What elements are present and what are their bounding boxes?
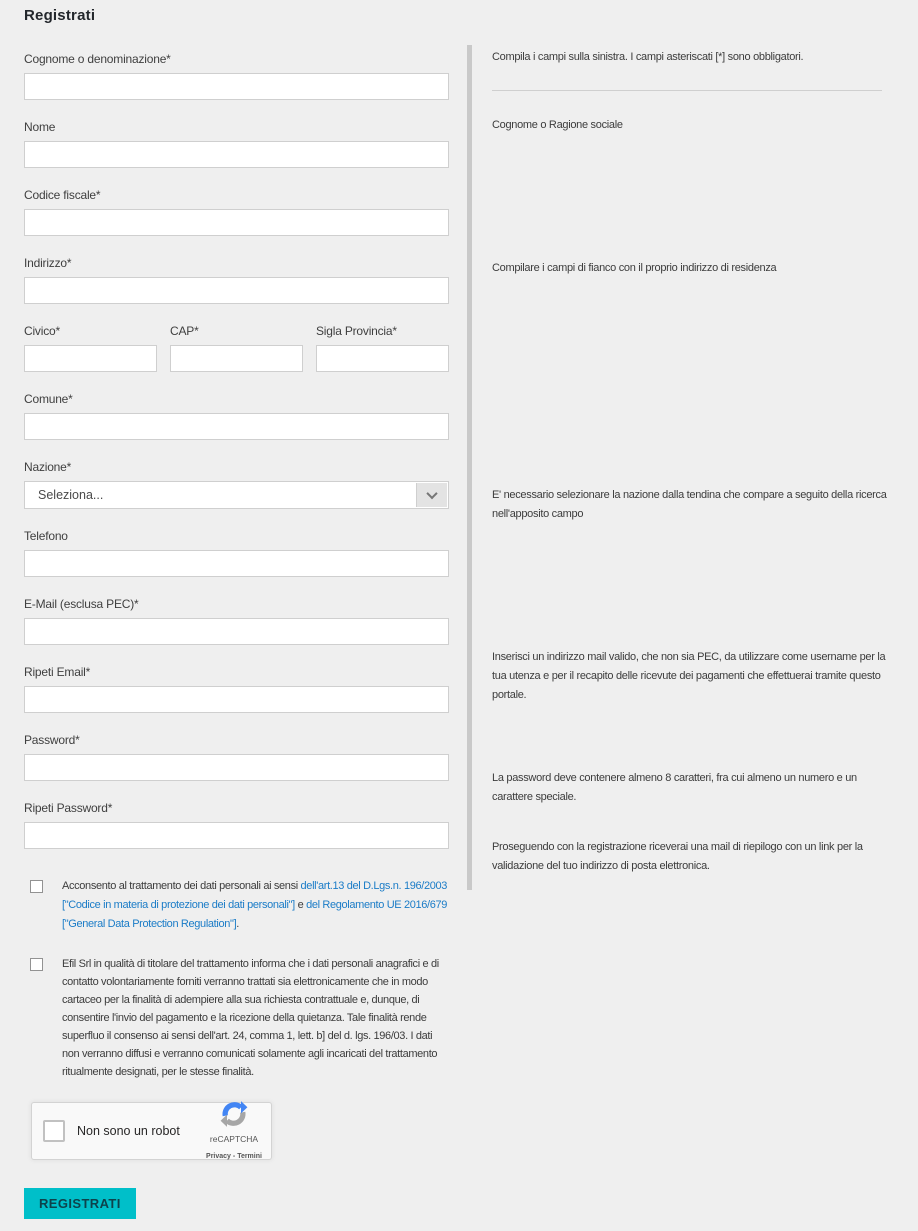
- nome-input[interactable]: [24, 141, 449, 168]
- codice-fiscale-input[interactable]: [24, 209, 449, 236]
- indirizzo-label: Indirizzo*: [24, 256, 72, 270]
- field-group-nome: [24, 120, 449, 168]
- nazione-select-arrow-button[interactable]: [416, 483, 447, 507]
- nazione-select[interactable]: [24, 481, 449, 509]
- recaptcha-links-separator: -: [230, 1153, 238, 1160]
- field-group-civico: [24, 324, 157, 372]
- ripeti-email-input[interactable]: [24, 686, 449, 713]
- consent1-middle: e: [294, 899, 307, 911]
- civico-input[interactable]: [24, 345, 157, 372]
- help-email-text: Inserisci un indirizzo mail valido, che non sia PEC, da utilizzare come username per la tua utenza e per il recapito delle ricevute dei pagamenti che effettuerai tramite questo portale.: [492, 651, 886, 701]
- field-group-ripeti-password: [24, 801, 449, 849]
- sigla-provincia-input[interactable]: [316, 345, 449, 372]
- ripeti-password-input[interactable]: [24, 822, 449, 849]
- field-group-codice-fiscale: [24, 188, 449, 236]
- recaptcha-widget: [31, 1102, 272, 1160]
- recaptcha-checkbox[interactable]: [43, 1120, 65, 1142]
- field-group-ripeti-email: [24, 665, 449, 713]
- recaptcha-brand-name: reCAPTCHA: [209, 1134, 259, 1144]
- recaptcha-logo-icon: [220, 1100, 248, 1128]
- address-inline-row: [24, 324, 449, 392]
- ripeti-password-label: Ripeti Password*: [24, 801, 113, 815]
- telefono-input[interactable]: [24, 550, 449, 577]
- recaptcha-terms-link[interactable]: Termini: [237, 1153, 262, 1160]
- comune-input[interactable]: [24, 413, 449, 440]
- consent1-prefix: Acconsento al trattamento dei dati personali ai sensi: [62, 880, 301, 892]
- field-group-password: [24, 733, 449, 781]
- consent-data-processing-checkbox[interactable]: [30, 958, 43, 971]
- help-intro-text: Compila i campi sulla sinistra. I campi asteriscati [*] sono obbligatori.: [492, 51, 804, 63]
- recaptcha-links: [206, 1153, 262, 1160]
- page-title: Registrati: [24, 7, 96, 24]
- gdpr-link[interactable]: del Regolamento UE 2016/679 ["General Data Protection Regulation"]: [62, 899, 448, 930]
- consent-row-privacy-law: [24, 877, 450, 934]
- help-password-text: La password deve contenere almeno 8 caratteri, fra cui almeno un numero e un carattere speciale.: [492, 772, 857, 803]
- nome-label: Nome: [24, 120, 56, 134]
- column-divider: [467, 45, 472, 890]
- field-group-comune: [24, 392, 449, 440]
- comune-label: Comune*: [24, 392, 73, 406]
- recaptcha-label: Non sono un robot: [77, 1124, 180, 1138]
- civico-label: Civico*: [24, 324, 60, 338]
- email-input[interactable]: [24, 618, 449, 645]
- codice-fiscale-label: Codice fiscale*: [24, 188, 101, 202]
- help-registrazione-text: Proseguendo con la registrazione riceverai una mail di riepilogo con un link per la validazione del tuo indirizzo di posta elettronica.: [492, 841, 863, 872]
- ripeti-email-label: Ripeti Email*: [24, 665, 91, 679]
- cognome-label: Cognome o denominazione*: [24, 52, 171, 66]
- recaptcha-brand: [203, 1100, 265, 1162]
- field-group-indirizzo: [24, 256, 449, 304]
- email-label: E-Mail (esclusa PEC)*: [24, 597, 139, 611]
- field-group-telefono: [24, 529, 449, 577]
- consent1-suffix: .: [236, 918, 239, 930]
- help-cognome-text: Cognome o Ragione sociale: [492, 119, 623, 131]
- password-label: Password*: [24, 733, 80, 747]
- cap-label: CAP*: [170, 324, 199, 338]
- dlgs-196-2003-link[interactable]: dell'art.13 del D.Lgs.n. 196/2003 ["Codice in materia di protezione dei dati personali"]: [62, 880, 448, 911]
- field-group-nazione: [24, 460, 449, 509]
- help-divider-line: [492, 90, 882, 91]
- password-input[interactable]: [24, 754, 449, 781]
- consent-data-processing-text: Efil Srl in qualità di titolare del trattamento informa che i dati personali anagrafici e di contatto volontariamente forniti verranno trattati sia elettronicamente che in modo cartaceo per la finalità di adempiere alla sua richiesta contrattuale e, dunque, di consentire l'invio del pagamento e la ricezione della quietanza. Tale finalità rende superfluo il consenso ai sensi dell'art. 24, comma 1, lett. b] del d. lgs. 196/03. I dati non verranno diffusi e verranno comunicati solamente agli incaricati del trattamento ritualmente designati, per le stesse finalità.: [62, 958, 439, 1078]
- consent-privacy-law-checkbox[interactable]: [30, 880, 43, 893]
- nazione-selected-value: Seleziona...: [38, 488, 104, 502]
- field-group-sigla-provincia: [316, 324, 449, 372]
- field-group-email: [24, 597, 449, 645]
- registrati-button[interactable]: REGISTRATI: [24, 1188, 136, 1219]
- field-group-cap: [170, 324, 303, 372]
- chevron-down-icon: [426, 488, 437, 499]
- recaptcha-privacy-link[interactable]: Privacy: [206, 1153, 231, 1160]
- cap-input[interactable]: [170, 345, 303, 372]
- consent-row-data-processing: [24, 955, 450, 1081]
- registration-form: [24, 52, 449, 869]
- field-group-cognome: [24, 52, 449, 100]
- nazione-label: Nazione*: [24, 460, 72, 474]
- indirizzo-input[interactable]: [24, 277, 449, 304]
- consent-privacy-law-text: [62, 877, 450, 934]
- cognome-input[interactable]: [24, 73, 449, 100]
- telefono-label: Telefono: [24, 529, 68, 543]
- help-indirizzo-text: Compilare i campi di fianco con il proprio indirizzo di residenza: [492, 262, 777, 274]
- help-nazione-text: E' necessario selezionare la nazione dalla tendina che compare a seguito della ricerca nell'apposito campo: [492, 489, 887, 520]
- sigla-provincia-label: Sigla Provincia*: [316, 324, 397, 338]
